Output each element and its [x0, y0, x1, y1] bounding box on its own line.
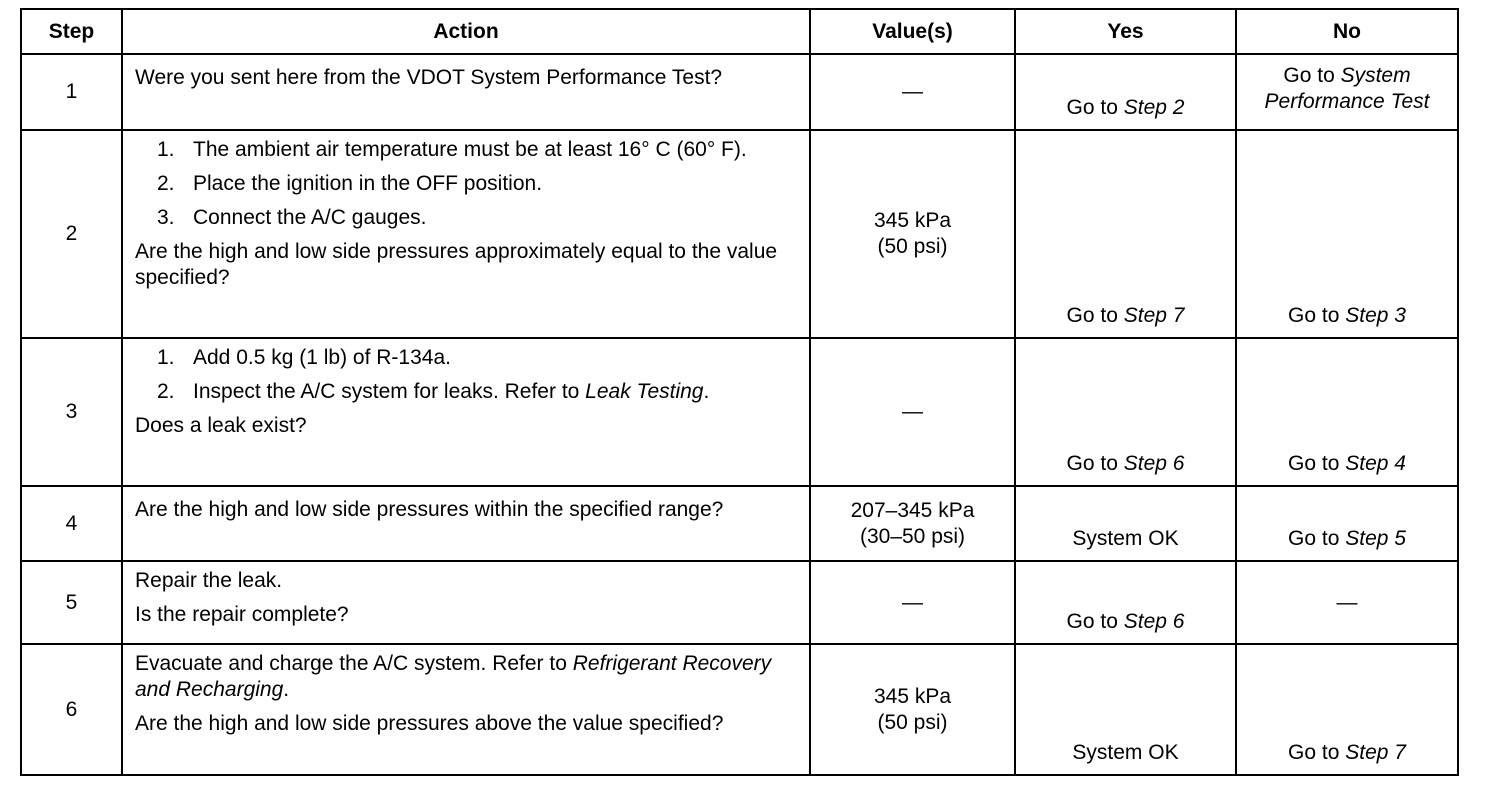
yes-step-link[interactable]: Step 6 [1123, 452, 1185, 475]
question-text: Are the high and low side pressures above the value specified? [135, 712, 724, 735]
step-number: 1 [21, 54, 122, 130]
action-cell [122, 54, 810, 130]
no-cell [1236, 54, 1458, 130]
yes-cell: Go to Step 6 [1015, 561, 1236, 644]
step-number: 3 [21, 338, 122, 486]
question-text: Are the high and low side pressures within the specified range? [135, 498, 724, 521]
diagnostic-table [20, 8, 1459, 776]
list-item: 1. Add 0.5 kg (1 lb) of R-134a. [157, 346, 451, 369]
no-prefix: Go to [1283, 64, 1341, 87]
step-number: 4 [21, 486, 122, 561]
value-cell: 345 kPa (50 psi) [810, 130, 1015, 338]
no-cell: — [1236, 561, 1458, 644]
value-cell: — [810, 561, 1015, 644]
yes-cell: System OK [1015, 486, 1236, 561]
no-step-link[interactable]: System Performance Test [1264, 64, 1430, 113]
value-cell: — [810, 54, 1015, 130]
no-cell: Go to Step 5 [1236, 486, 1458, 561]
question-text: Is the repair complete? [135, 603, 349, 626]
list-item: 1. The ambient air temperature must be at least 16° C (60° F). [157, 138, 747, 161]
yes-step-link[interactable]: Step 7 [1123, 304, 1185, 327]
yes-prefix: Go to [1066, 96, 1124, 119]
list-item: 2. Place the ignition in the OFF position. [157, 172, 543, 195]
value-cell: 345 kPa (50 psi) [810, 644, 1015, 775]
no-step-link[interactable]: Step 3 [1345, 304, 1406, 327]
action-list [135, 345, 801, 405]
no-cell: Go to Step 7 [1236, 644, 1458, 775]
table-row [21, 54, 1458, 130]
action-cell [122, 561, 810, 644]
table-row [21, 644, 1458, 775]
yes-cell: Go to Step 7 [1015, 130, 1236, 338]
step-number: 2 [21, 130, 122, 338]
action-cell [122, 338, 810, 486]
action-cell [122, 644, 810, 775]
statement-text: Evacuate and charge the A/C system. Refer to Refrigerant Recovery and Recharging. [135, 652, 772, 701]
table-row [21, 561, 1458, 644]
yes-cell [1015, 54, 1236, 130]
value-cell: 207–345 kPa (30–50 psi) [810, 486, 1015, 561]
question-text: Are the high and low side pressures approximately equal to the value specified? [135, 240, 778, 289]
no-step-link[interactable]: Step 4 [1345, 452, 1406, 475]
no-cell: Go to Step 4 [1236, 338, 1458, 486]
value-cell: — [810, 338, 1015, 486]
table-row [21, 486, 1458, 561]
no-step-link[interactable]: Step 5 [1345, 527, 1406, 550]
yes-cell: System OK [1015, 644, 1236, 775]
header-no: No [1236, 9, 1458, 54]
refrigerant-recovery-link[interactable]: Refrigerant Recovery and Recharging [135, 652, 772, 701]
yes-cell: Go to Step 6 [1015, 338, 1236, 486]
yes-step-link[interactable]: Step 2 [1123, 96, 1185, 119]
header-yes: Yes [1015, 9, 1236, 54]
yes-step-link[interactable]: Step 6 [1123, 610, 1185, 633]
header-row [21, 9, 1458, 54]
header-step: Step [21, 9, 122, 54]
no-step-link[interactable]: Step 7 [1345, 741, 1406, 764]
header-action: Action [122, 9, 810, 54]
step-number: 5 [21, 561, 122, 644]
list-item: 3. Connect the A/C gauges. [157, 206, 427, 229]
table-row [21, 130, 1458, 338]
step-number: 6 [21, 644, 122, 775]
action-cell [122, 486, 810, 561]
statement-text: Repair the leak. [135, 569, 283, 592]
no-cell: Go to Step 3 [1236, 130, 1458, 338]
table-row [21, 338, 1458, 486]
list-item: 2. Inspect the A/C system for leaks. Refer to Leak Testing. [157, 380, 710, 403]
header-values: Value(s) [810, 9, 1015, 54]
action-list [135, 137, 801, 231]
leak-testing-link[interactable]: Leak Testing [585, 380, 704, 403]
question-text: Were you sent here from the VDOT System Performance Test? [135, 66, 723, 89]
question-text: Does a leak exist? [135, 414, 307, 437]
action-cell [122, 130, 810, 338]
